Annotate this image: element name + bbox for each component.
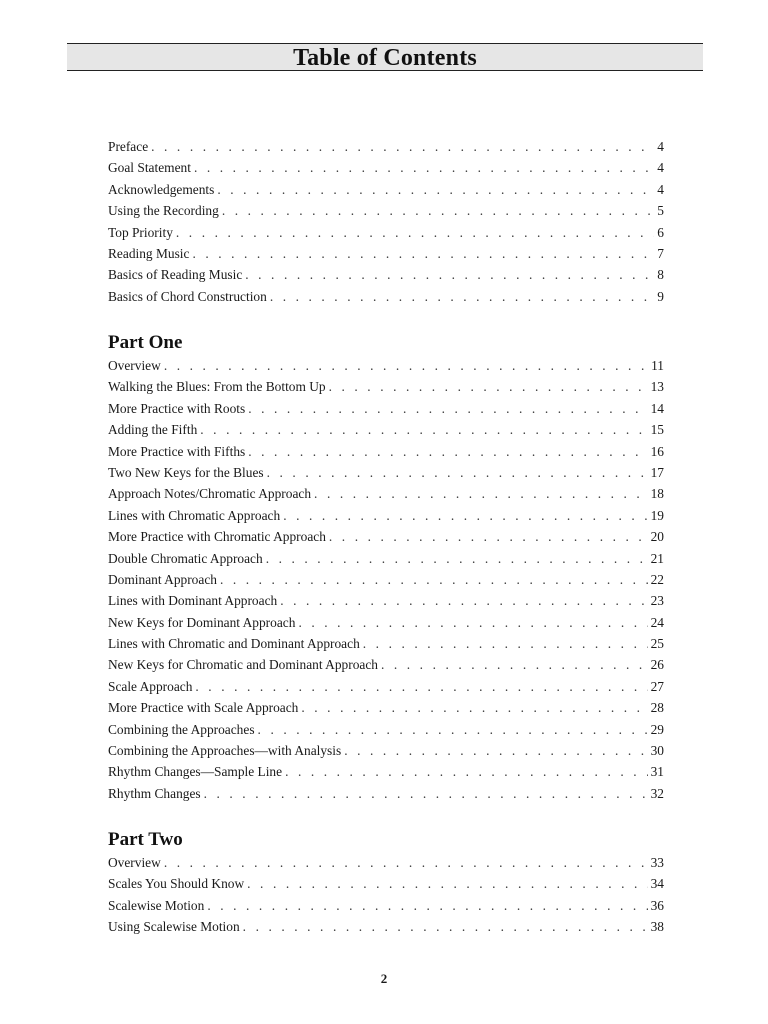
dot-leader	[200, 419, 647, 440]
toc-entry-page: 21	[650, 550, 664, 566]
toc-entry-label: Overview	[108, 358, 161, 373]
toc-section-part-one	[108, 331, 664, 804]
toc-entry-label: More Practice with Scale Approach	[108, 700, 299, 716]
toc-entry-label: Rhythm Changes	[108, 785, 201, 801]
toc-entry-label: New Keys for Chromatic and Dominant Approach	[108, 657, 378, 673]
toc-entry-page: 13	[650, 379, 664, 395]
toc-entry[interactable]	[108, 222, 664, 243]
toc-entry-label: Reading Music	[108, 245, 190, 261]
toc-entry-label: Lines with Chromatic Approach	[108, 507, 281, 523]
toc-entry[interactable]	[108, 590, 664, 611]
toc-entry-page: 18	[650, 486, 664, 502]
dot-leader	[207, 895, 647, 916]
toc-entry-label: Scale Approach	[108, 678, 193, 694]
toc-entry[interactable]	[108, 441, 664, 462]
toc-entry-page: 22	[650, 571, 664, 587]
dot-leader	[220, 569, 648, 590]
toc-entry-label: Lines with Dominant Approach	[108, 593, 278, 609]
toc-list-intro	[108, 136, 664, 307]
toc-entry-page: 36	[650, 897, 664, 913]
dot-leader	[363, 633, 648, 654]
dot-leader	[329, 526, 648, 547]
toc-entry[interactable]	[108, 419, 664, 440]
toc-entry[interactable]	[108, 136, 664, 157]
toc-entry-page: 15	[650, 422, 664, 438]
toc-entry-page: 4	[657, 181, 664, 197]
toc-entry[interactable]	[108, 852, 664, 873]
toc-entry-label: Walking the Blues: From the Bottom Up	[108, 379, 326, 395]
dot-leader	[301, 697, 647, 718]
dot-leader	[176, 222, 654, 243]
toc-entry-label: Adding the Fifth	[108, 422, 198, 438]
toc-entry[interactable]	[108, 548, 664, 569]
toc-entry-label: Basics of Chord Construction	[108, 288, 267, 304]
toc-entry[interactable]	[108, 895, 664, 916]
toc-entry-page: 31	[650, 764, 664, 780]
toc-section-part-two	[108, 828, 664, 938]
toc-list-part-two	[108, 852, 664, 938]
dot-leader	[314, 483, 648, 504]
page-number: 2	[380, 971, 388, 986]
dot-leader	[192, 243, 654, 264]
toc-entry[interactable]	[108, 612, 664, 633]
toc-entry-label: Top Priority	[108, 224, 173, 240]
toc-entry-page: 20	[650, 529, 664, 545]
section-heading-part-one: Part One	[108, 332, 183, 353]
dot-leader	[329, 376, 648, 397]
toc-section-intro	[108, 136, 664, 307]
toc-entry[interactable]	[108, 264, 664, 285]
toc-entry[interactable]	[108, 916, 664, 937]
dot-leader	[381, 654, 648, 675]
dot-leader	[285, 761, 648, 782]
toc-entry[interactable]	[108, 376, 664, 397]
dot-leader	[248, 441, 647, 462]
dot-leader	[267, 462, 648, 483]
title-bar	[67, 43, 703, 71]
toc-entry-label: Dominant Approach	[108, 571, 217, 587]
toc-entry-page: 29	[650, 721, 664, 737]
toc-entry-label: Combining the Approaches—with Analysis	[108, 743, 342, 759]
toc-entry-page: 14	[650, 400, 664, 416]
dot-leader	[258, 719, 648, 740]
dot-leader	[266, 548, 648, 569]
toc-entry-page: 17	[650, 464, 664, 480]
dot-leader	[248, 398, 647, 419]
toc-entry-label: Goal Statement	[108, 160, 191, 176]
toc-entry-label: More Practice with Fifths	[108, 443, 246, 459]
dot-leader	[344, 740, 647, 761]
toc-entry-page: 27	[650, 678, 664, 694]
toc-entry[interactable]	[108, 761, 664, 782]
toc-entry[interactable]	[108, 179, 664, 200]
toc-entry-label: Basics of Reading Music	[108, 267, 243, 283]
toc-entry-label: Combining the Approaches	[108, 721, 255, 737]
toc-entry-label: Using the Recording	[108, 203, 219, 219]
toc-entry[interactable]	[108, 483, 664, 504]
toc-entry-page: 28	[650, 700, 664, 716]
dot-leader	[222, 200, 654, 221]
toc-entry-page: 32	[650, 785, 664, 801]
toc-entry-page: 6	[657, 224, 664, 240]
dot-leader	[243, 916, 648, 937]
toc-list-part-one	[108, 355, 664, 804]
toc-entry-label: More Practice with Chromatic Approach	[108, 529, 326, 545]
toc-entry[interactable]	[108, 697, 664, 718]
toc-entry-label: Scalewise Motion	[108, 897, 205, 913]
dot-leader	[164, 852, 648, 873]
toc-entry-page: 33	[650, 855, 664, 870]
toc-entry-page: 19	[650, 507, 664, 523]
toc-entry[interactable]	[108, 200, 664, 221]
toc-entry-label: More Practice with Roots	[108, 400, 246, 416]
toc-entry[interactable]	[108, 243, 664, 264]
toc-entry-page: 9	[657, 288, 664, 304]
toc-entry[interactable]	[108, 654, 664, 675]
toc-entry[interactable]	[108, 569, 664, 590]
toc-entry[interactable]	[108, 355, 664, 376]
toc-entry[interactable]	[108, 398, 664, 419]
toc-entry-page: 38	[650, 919, 664, 935]
dot-leader	[204, 783, 648, 804]
toc-entry-page: 26	[650, 657, 664, 673]
dot-leader	[164, 355, 648, 376]
toc-entry[interactable]	[108, 157, 664, 178]
toc-entry-label: Approach Notes/Chromatic Approach	[108, 486, 312, 502]
toc-entry[interactable]	[108, 505, 664, 526]
toc-entry-label: Using Scalewise Motion	[108, 919, 240, 935]
toc-entry[interactable]	[108, 783, 664, 804]
toc-entry-page: 23	[650, 593, 664, 609]
toc-entry-page: 8	[657, 267, 664, 283]
toc-entry-page: 4	[657, 139, 664, 154]
dot-leader	[247, 873, 647, 894]
toc-entry-label: Rhythm Changes—Sample Line	[108, 764, 283, 780]
toc-entry-label: Scales You Should Know	[108, 876, 245, 892]
toc-entry-page: 25	[650, 636, 664, 652]
toc-entry-page: 30	[650, 743, 664, 759]
dot-leader	[298, 612, 647, 633]
toc-entry[interactable]	[108, 719, 664, 740]
toc-entry-page: 5	[657, 203, 664, 219]
dot-leader	[270, 286, 654, 307]
dot-leader	[283, 505, 647, 526]
toc-entry[interactable]	[108, 633, 664, 654]
toc-entry-label: Lines with Chromatic and Dominant Approach	[108, 636, 360, 652]
dot-leader	[245, 264, 654, 285]
toc-entry[interactable]	[108, 526, 664, 547]
dot-leader	[195, 676, 647, 697]
toc-entry-label: New Keys for Dominant Approach	[108, 614, 296, 630]
toc-entry-label: Preface	[108, 139, 149, 154]
dot-leader	[217, 179, 654, 200]
dot-leader	[151, 136, 654, 157]
toc-entry-page: 16	[650, 443, 664, 459]
toc-entry-label: Double Chromatic Approach	[108, 550, 263, 566]
toc-entry[interactable]	[108, 740, 664, 761]
toc-entry-page: 4	[657, 160, 664, 176]
section-heading-part-two: Part Two	[108, 829, 183, 850]
toc-entry-page: 11	[651, 358, 664, 373]
toc-entry[interactable]	[108, 462, 664, 483]
page-title: Table of Contents	[293, 44, 477, 71]
toc-entry[interactable]	[108, 676, 664, 697]
dot-leader	[194, 157, 654, 178]
toc-entry-page: 24	[650, 614, 664, 630]
toc-entry-page: 7	[657, 245, 664, 261]
toc-entry-label: Overview	[108, 855, 161, 870]
dot-leader	[280, 590, 647, 611]
toc-entry[interactable]	[108, 873, 664, 894]
toc-entry[interactable]	[108, 286, 664, 307]
toc-entry-label: Two New Keys for the Blues	[108, 464, 264, 480]
toc-entry-label: Acknowledgements	[108, 181, 215, 197]
toc-entry-page: 34	[650, 876, 664, 892]
